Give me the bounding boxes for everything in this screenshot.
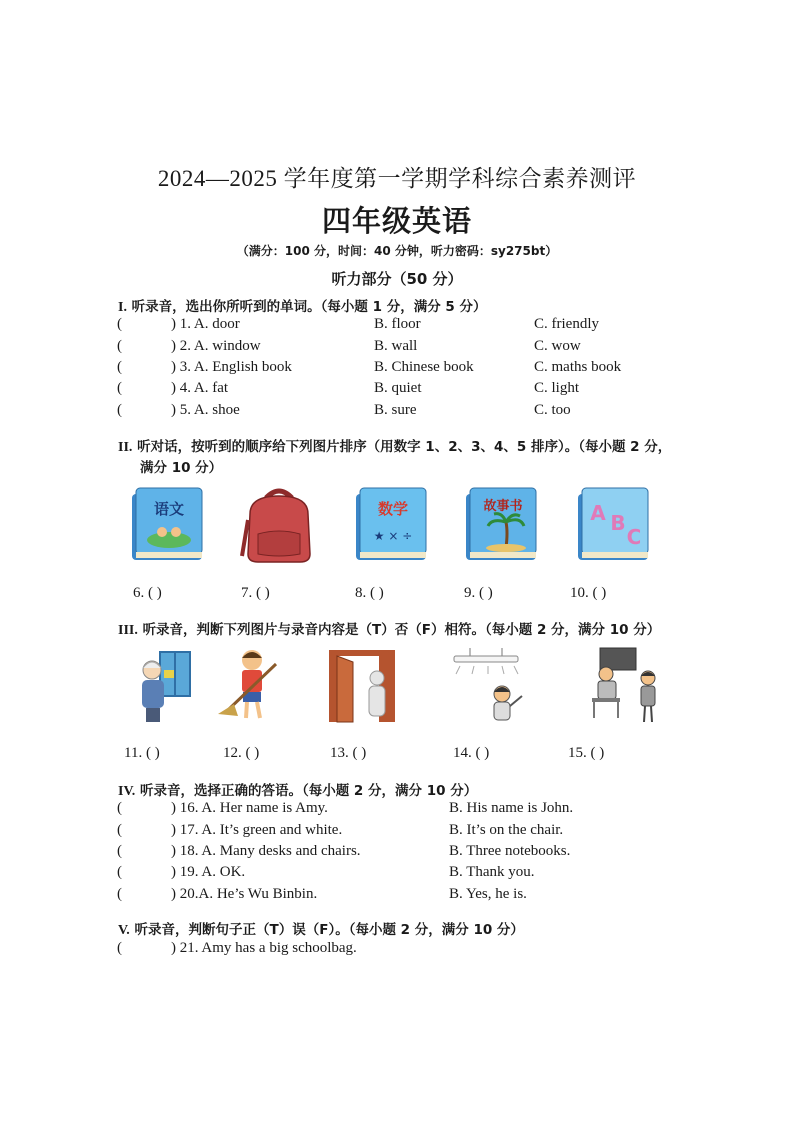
grandpa-cleaning-window-image — [134, 648, 194, 724]
question-row — [117, 359, 757, 379]
question-row — [117, 316, 757, 336]
book-pages — [136, 552, 202, 558]
boy-body — [494, 702, 510, 720]
answer-paren[interactable]: ( — [117, 822, 122, 838]
section-number: IV. — [118, 784, 136, 799]
question-stem: ) 21. Amy has a big schoolbag. — [171, 940, 357, 956]
answer-label[interactable]: 15. ( ) — [568, 745, 605, 761]
section-text: 听录音，判断句子正（T）误（F）。（每小题 2 分，满分 10 分） — [134, 922, 524, 938]
answer-paren[interactable]: ( — [117, 380, 122, 396]
chair — [592, 698, 620, 702]
child-figure — [157, 527, 167, 537]
section-text: 听录音，选择正确的答语。（每小题 2 分，满分 10 分） — [139, 783, 478, 799]
question-stem: ) 17. A. It’s green and white. — [171, 822, 343, 838]
bag-strap — [242, 520, 248, 556]
child-figure — [171, 527, 181, 537]
answer-label[interactable]: 8. ( ) — [355, 585, 384, 601]
exam-title: 2024—2025 学年度第一学期学科综合素养测评 — [157, 166, 637, 191]
option-c: C. too — [534, 402, 571, 418]
boy-sweeping-image — [214, 644, 286, 724]
book-title: 数学 — [377, 500, 409, 518]
option-b: B. Thank you. — [449, 864, 535, 880]
answer-paren[interactable]: ( — [117, 864, 122, 880]
book-title: 故事书 — [483, 499, 523, 514]
question-stem: ) 3. A. English book — [171, 359, 292, 375]
question-stem: ) 1. A. door — [171, 316, 240, 332]
body — [142, 680, 164, 708]
question-stem: ) 19. A. OK. — [171, 864, 246, 880]
section-number: III. — [118, 623, 138, 638]
light-rays — [456, 666, 518, 674]
door-panel — [337, 656, 353, 722]
leg — [644, 706, 645, 722]
cloth — [164, 670, 174, 678]
letter-b: B — [610, 511, 626, 535]
section-text: 听对话，按听到的顺序给下列图片排序（用数字 1、2、3、4、5 排序）。（每小题 2 分， — [137, 439, 672, 455]
answer-label[interactable]: 14. ( ) — [453, 745, 490, 761]
answer-label[interactable]: 6. ( ) — [133, 585, 162, 601]
leg — [651, 706, 652, 722]
section-5-heading — [118, 918, 524, 939]
answer-paren[interactable]: ( — [117, 316, 122, 332]
abc-book-image — [574, 486, 654, 566]
section-number: II. — [118, 440, 133, 455]
math-symbols: ★ × ÷ — [373, 529, 413, 543]
section-2-heading-cont: 满分 10 分） — [140, 460, 223, 476]
exam-info: （满分：100 分，时间：40 分钟，听力密码：sy275bt） — [236, 244, 558, 258]
question-stem: ) 5. A. shoe — [171, 402, 240, 418]
option-b: B. sure — [374, 402, 417, 418]
option-b: B. Yes, he is. — [449, 886, 527, 902]
question-row — [117, 800, 757, 820]
question-row — [117, 822, 757, 842]
exam-subtitle: 四年级英语 — [321, 204, 472, 238]
question-stem: ) 20.A. He’s Wu Binbin. — [171, 886, 318, 902]
book-pages — [360, 552, 426, 558]
question-row — [117, 338, 757, 358]
section-text: 听录音，选出你所听到的单词。（每小题 1 分，满分 5 分） — [131, 299, 487, 315]
question-stem: ) 16. A. Her name is Amy. — [171, 800, 328, 816]
standing-boy-body — [641, 686, 655, 706]
section-number: V. — [118, 923, 130, 938]
book-pages — [582, 552, 648, 558]
option-b: B. quiet — [374, 380, 422, 396]
book-cover — [360, 488, 426, 554]
island — [486, 544, 526, 552]
option-c: C. maths book — [534, 359, 622, 375]
answer-paren[interactable]: ( — [117, 940, 122, 956]
option-c: C. light — [534, 380, 580, 396]
leg — [257, 702, 260, 718]
question-stem: ) 2. A. window — [171, 338, 261, 354]
option-b: B. wall — [374, 338, 418, 354]
question-stem: ) 18. A. Many desks and chairs. — [171, 843, 361, 859]
answer-paren[interactable]: ( — [117, 402, 122, 418]
storybook-image — [462, 486, 542, 566]
answer-paren[interactable]: ( — [117, 843, 122, 859]
option-c: C. wow — [534, 338, 581, 354]
option-b: B. His name is John. — [449, 800, 574, 816]
answer-label[interactable]: 7. ( ) — [241, 585, 270, 601]
option-b: B. Three notebooks. — [449, 843, 571, 859]
seated-child-body — [598, 681, 616, 699]
letter-a: A — [590, 501, 606, 525]
section-text: 听录音，判断下列图片与录音内容是（T）否（F）相符。（每小题 2 分，满分 10 分） — [142, 622, 661, 638]
classroom-image — [584, 646, 664, 726]
question-row — [117, 843, 757, 863]
light-image — [440, 648, 532, 724]
light-tube — [454, 656, 518, 662]
leg — [246, 702, 247, 718]
option-b: B. It’s on the chair. — [449, 822, 564, 838]
section-1-heading — [118, 295, 487, 316]
chinese-book-image — [128, 486, 208, 566]
figure-head — [370, 671, 384, 685]
question-row — [117, 864, 757, 884]
answer-paren[interactable]: ( — [117, 338, 122, 354]
section-3-heading — [118, 618, 660, 639]
legs — [146, 708, 160, 722]
question-row — [117, 380, 757, 400]
answer-label[interactable]: 10. ( ) — [570, 585, 607, 601]
door-image — [327, 648, 401, 724]
section-2-heading — [118, 435, 671, 456]
question-row — [117, 886, 757, 906]
figure-body — [369, 686, 385, 716]
broom-head — [218, 704, 238, 716]
letter-c: C — [626, 525, 642, 549]
answer-label[interactable]: 9. ( ) — [464, 585, 493, 601]
section-number: I. — [118, 300, 127, 315]
maths-book-image — [352, 486, 432, 566]
answer-label[interactable]: 11. ( ) — [124, 745, 160, 761]
option-c: C. friendly — [534, 316, 599, 332]
book-title: 语文 — [153, 500, 185, 518]
answer-paren[interactable]: ( — [117, 800, 122, 816]
seated-child-head — [599, 667, 613, 681]
book-pages — [470, 552, 536, 558]
bag-pocket — [258, 531, 300, 556]
answer-paren[interactable]: ( — [117, 359, 122, 375]
question-row — [117, 402, 757, 422]
answer-label[interactable]: 13. ( ) — [330, 745, 367, 761]
answer-label[interactable]: 12. ( ) — [223, 745, 260, 761]
schoolbag-image — [238, 484, 320, 566]
grass-patch — [147, 532, 191, 548]
answer-paren[interactable]: ( — [117, 886, 122, 902]
question-row — [117, 940, 757, 960]
part-heading: 听力部分（50 分） — [331, 270, 463, 288]
option-b: B. Chinese book — [374, 359, 474, 375]
section-4-heading — [118, 779, 477, 800]
option-b: B. floor — [374, 316, 421, 332]
pointing-arm — [510, 696, 522, 706]
question-stem: ) 4. A. fat — [171, 380, 229, 396]
